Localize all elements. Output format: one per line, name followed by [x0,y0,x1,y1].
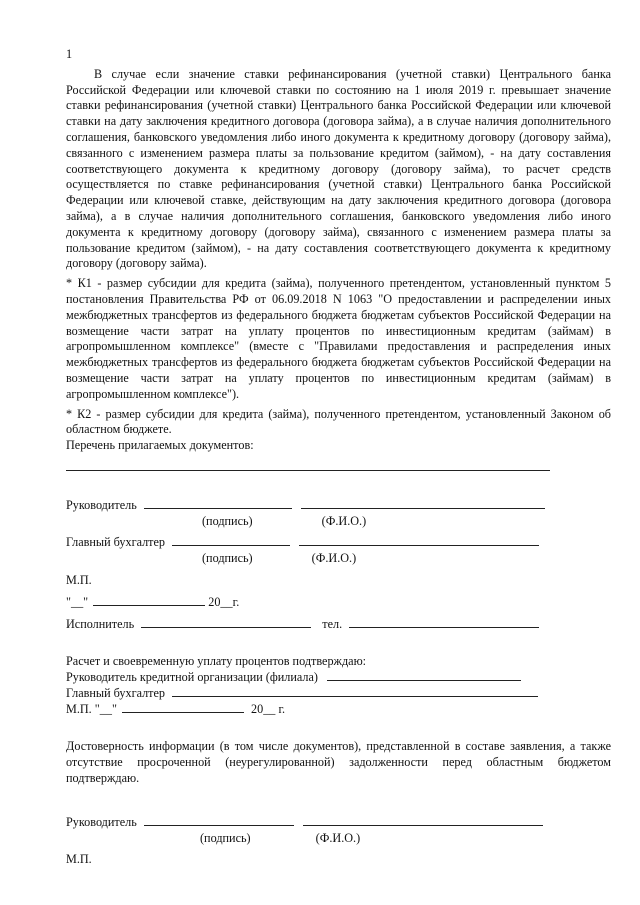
accountant-hints [66,551,611,567]
name-hint: (Ф.И.О.) [321,513,367,528]
date-month-field[interactable] [93,595,205,606]
phone-label: тел. [322,616,343,631]
credit-org-date-field[interactable] [122,702,244,713]
paragraph-rate-condition: В случае если значение ставки рефинансирования (учетной ставки) Центрального банка Российской Федерации или ключевой ставки по состоянию на 1 июля 2019 г. превышает значение ставки рефинансирования (учетной ставки) Центрального банка Российской Федерации или ключевой ставки на дату заключения кредитного договора (договора займа), а в случае наличия дополнительного соглашения, банковского уведомления либо иного документа к кредитному договору (договору займа), связанного с изменением размера платы за пользование кредитом (займом), - на дату составления соответствующего документа к кредитному договору (договору займа), то расчет средств осуществляется по ставке рефинансирования (учетной ставки) Центрального банка Российской Федерации или ключевой ставке, действующим на дату заключения кредитного договора (договора займа), а в случае наличия дополнительного соглашения, банковского уведомления либо иного документа к кредитному договору (договору займа), связанного с изменением размера платы за пользование кредитом (займом), - на дату составления соответствующего документа к кредитному договору (договору займа). [66,66,611,271]
final-confirmation-text: Достоверность информации (в том числе документов), представленной в составе заявления, а также отсутствие просроченной (неурегулированной) задолженности перед областным бюджетом подтверждаю. [66,739,611,786]
head-label: Руководитель [66,814,137,829]
executor-label: Исполнитель [66,616,135,631]
credit-org-date-row [66,702,611,718]
head-signature-row [66,498,611,514]
head-label: Руководитель [66,497,137,512]
date-day: "__" [94,701,117,716]
accountant-name-field[interactable] [299,535,539,546]
date-year: 20__ г. [251,701,286,716]
head-signature-field[interactable] [144,498,292,509]
stamp-label: М.П. [66,701,92,716]
signature-hint: (подпись) [202,551,253,566]
signature-hint: (подпись) [200,830,251,845]
head-hints [66,514,611,530]
date-day: "__" [66,594,89,609]
accountant-signature-field[interactable] [172,535,290,546]
credit-org-head-row [66,670,611,686]
head-name-field[interactable] [301,498,545,509]
chief-accountant-label: Главный бухгалтер [66,685,166,700]
attached-docs-label: Перечень прилагаемых документов: [66,438,254,453]
executor-field[interactable] [141,617,311,628]
credit-org-head-field[interactable] [327,670,521,681]
chief-accountant-label: Главный бухгалтер [66,535,166,550]
date-year: 20__г. [208,594,240,609]
final-head-name-field[interactable] [303,815,543,826]
paragraph-k1-definition: * К1 - размер субсидии для кредита (займа), полученного претендентом, установленный пунктом 5 постановления Правительства РФ от 06.09.2018 N 1063 "О предоставлении и распределении иных межбюджетных трансфертов из федерального бюджета бюджетам субъектов Российской Федерации на возмещение части затрат на уплату процентов по инвестиционным кредитам (займам) в агропромышленном комплексе" (вместе с "Правилами предоставления и распределения иных межбюджетных трансфертов из федерального бюджета бюджетам субъектов Российской Федерации на возмещение части затрат на уплату процентов по инвестиционным кредитам (займам) в агропромышленном комплексе"). [66,276,611,401]
final-stamp-label: М.П. [66,852,92,867]
name-hint: (Ф.И.О.) [315,830,361,845]
accountant-signature-row [66,535,611,551]
name-hint: (Ф.И.О.) [311,551,357,566]
paragraph-k2-definition: * К2 - размер субсидии для кредита (займа), полученного претендентом, установленный Законом об областном бюджете. [66,406,611,437]
stamp-label: М.П. [66,572,92,587]
attached-docs-line[interactable] [66,460,611,476]
final-head-signature-row [66,815,611,831]
phone-field[interactable] [349,617,539,628]
final-head-signature-field[interactable] [144,815,294,826]
page-number: 1 [66,47,73,61]
credit-org-accountant-field[interactable] [172,686,538,697]
confirm-payment-text: Расчет и своевременную уплату процентов подтверждаю: [66,654,367,669]
date-row [66,595,611,611]
final-head-hints [66,831,611,847]
signature-hint: (подпись) [202,513,253,528]
document-page [66,47,611,868]
credit-org-head-label: Руководитель кредитной организации (филиала) [66,670,318,685]
credit-org-accountant-row [66,686,611,702]
executor-row [66,617,611,633]
